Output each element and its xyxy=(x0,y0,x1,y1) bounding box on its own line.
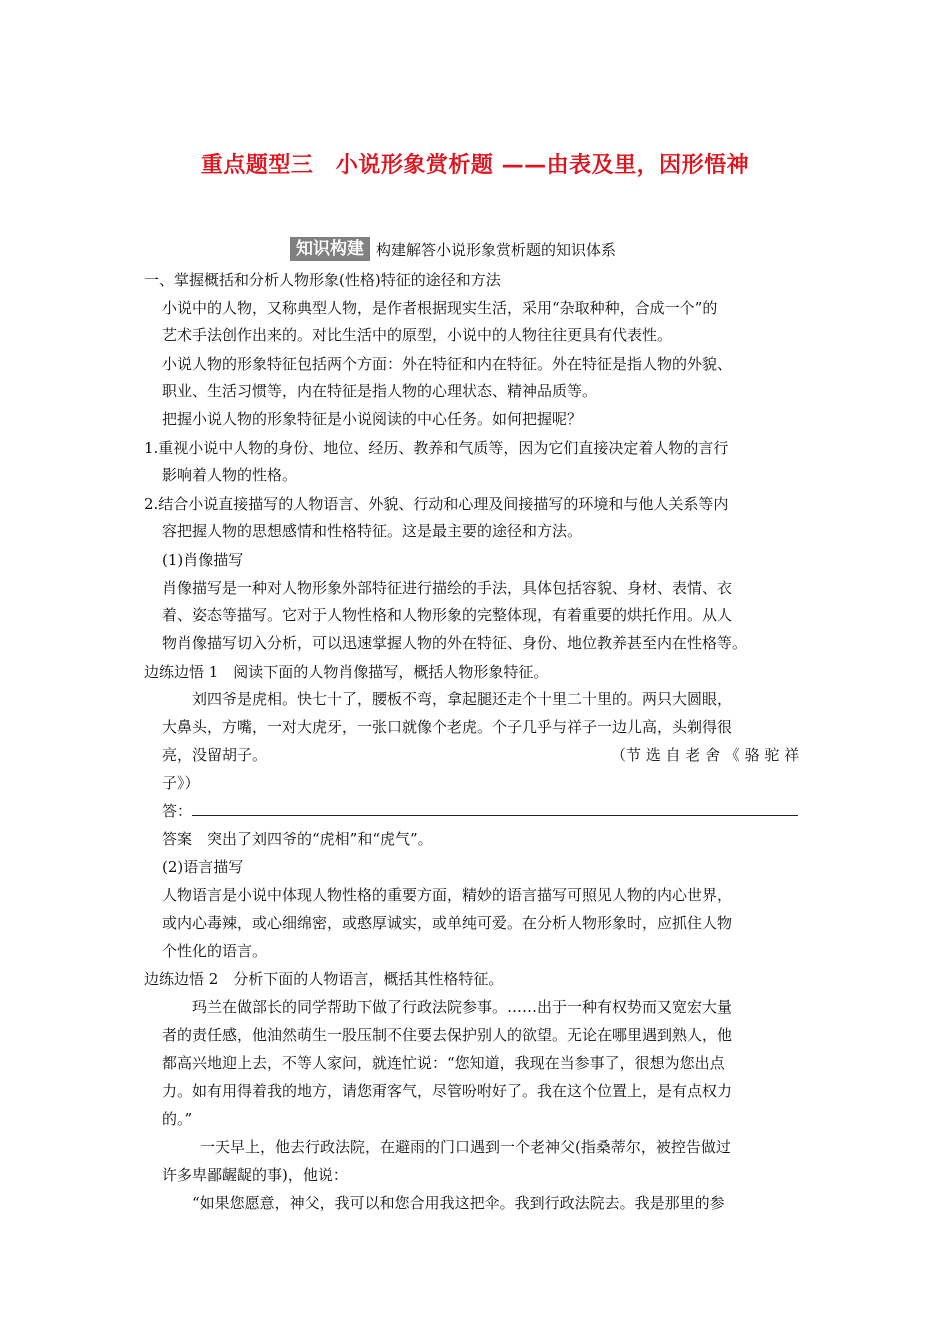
quote-line: 刘四爷是虎相。快七十了，腰板不弯，拿起腿还走个十里二十里的。两只大圆眼， xyxy=(192,690,733,708)
page-title: 重点题型三 小说形象赏析题 ——由表及里，因形悟神 xyxy=(200,153,750,178)
quote-line: 者的责任感，他油然萌生一股压制不住要去保护别人的欲望。无论在哪里遇到熟人，他 xyxy=(162,1026,733,1044)
knowledge-header xyxy=(290,236,616,262)
subsection-heading: (1)肖像描写 xyxy=(162,551,244,569)
text-line: 小说人物的形象特征包括两个方面：外在特征和内在特征。外在特征是指人物的外貌、 xyxy=(162,355,733,373)
text-line: 物肖像描写切入分析，可以迅速掌握人物的外在特征、身份、地位教养甚至内在性格等。 xyxy=(162,634,748,652)
text-line: 或内心毒辣，或心细绵密，或憨厚诚实，或单纯可爱。在分析人物形象时，应抓住人物 xyxy=(162,914,733,932)
quote-line: 都高兴地迎上去，不等人家问，就连忙说：“您知道，我现在当参事了，很想为您出点 xyxy=(162,1054,725,1072)
list-item: 2.结合小说直接描写的人物语言、外貌、行动和心理及间接描写的环境和与他人关系等内 xyxy=(144,495,729,513)
text-line: 把握小说人物的形象特征是小说阅读的中心任务。如何把握呢？ xyxy=(162,410,583,428)
exercise-heading: 边练边悟 2 分析下面的人物语言，概括其性格特征。 xyxy=(144,970,504,988)
text-line: 肖像描写是一种对人物形象外部特征进行描绘的手法，具体包括容貌、身材、表情、衣 xyxy=(162,579,733,597)
text-line: 影响着人物的性格。 xyxy=(162,466,298,484)
source-citation: （节 选 自 老 舍 《 骆 驼 祥 xyxy=(611,746,800,764)
text-line: 职业、生活习惯等，内在特征是指人物的心理状态、精神品质等。 xyxy=(162,382,598,400)
answer-blank-line xyxy=(192,815,798,816)
section-heading: 一、掌握概括和分析人物形象(性格)特征的途径和方法 xyxy=(144,271,501,289)
text-line: 人物语言是小说中体现人物性格的重要方面，精妙的语言描写可照见人物的内心世界， xyxy=(162,886,733,904)
subsection-heading: (2)语言描写 xyxy=(162,858,244,876)
quote-line: 亮，没留胡子。 xyxy=(162,746,268,764)
text-line: 小说中的人物，又称典型人物，是作者根据现实生活，采用“杂取种种，合成一个”的 xyxy=(162,299,718,317)
quote-line: 力。如有用得着我的地方，请您甭客气，尽管吩咐好了。我在这个位置上，是有点权力 xyxy=(162,1082,733,1100)
quote-line: 的。” xyxy=(162,1110,193,1128)
answer-text: 答案 突出了刘四爷的“虎相”和“虎气”。 xyxy=(162,830,433,848)
knowledge-badge: 知识构建 xyxy=(290,237,370,261)
answer-label: 答： xyxy=(162,802,193,820)
quote-line: 许多卑鄙龌龊的事)，他说： xyxy=(162,1166,348,1184)
exercise-heading: 边练边悟 1 阅读下面的人物肖像描写，概括人物形象特征。 xyxy=(144,663,549,681)
text-line: 容把握人物的思想感情和性格特征。这是最主要的途径和方法。 xyxy=(162,522,583,540)
quote-line: “如果您愿意，神父，我可以和您合用我这把伞。我到行政法院去。我是那里的参 xyxy=(192,1194,725,1212)
text-line: 着、姿态等描写。它对于人物性格和人物形象的完整体现，有着重要的烘托作用。从人 xyxy=(162,606,733,624)
text-line: 个性化的语言。 xyxy=(162,942,268,960)
quote-line: 玛兰在做部长的同学帮助下做了行政法院参事。……出于一种有权势而又宽宏大量 xyxy=(192,998,733,1016)
list-item: 1.重视小说中人物的身份、地位、经历、教养和气质等，因为它们直接决定着人物的言行 xyxy=(144,439,729,457)
quote-line: 大鼻头，方嘴，一对大虎牙，一张口就像个老虎。个子几乎与祥子一边儿高，头剃得很 xyxy=(162,718,733,736)
knowledge-subtitle: 构建解答小说形象赏析题的知识体系 xyxy=(376,240,617,259)
source-citation-end: 子》） xyxy=(162,774,200,792)
text-line: 艺术手法创作出来的。对比生活中的原型，小说中的人物往往更具有代表性。 xyxy=(162,326,673,344)
quote-line: 一天早上，他去行政法院，在避雨的门口遇到一个老神父(指桑蒂尔，被控告做过 xyxy=(200,1138,731,1156)
